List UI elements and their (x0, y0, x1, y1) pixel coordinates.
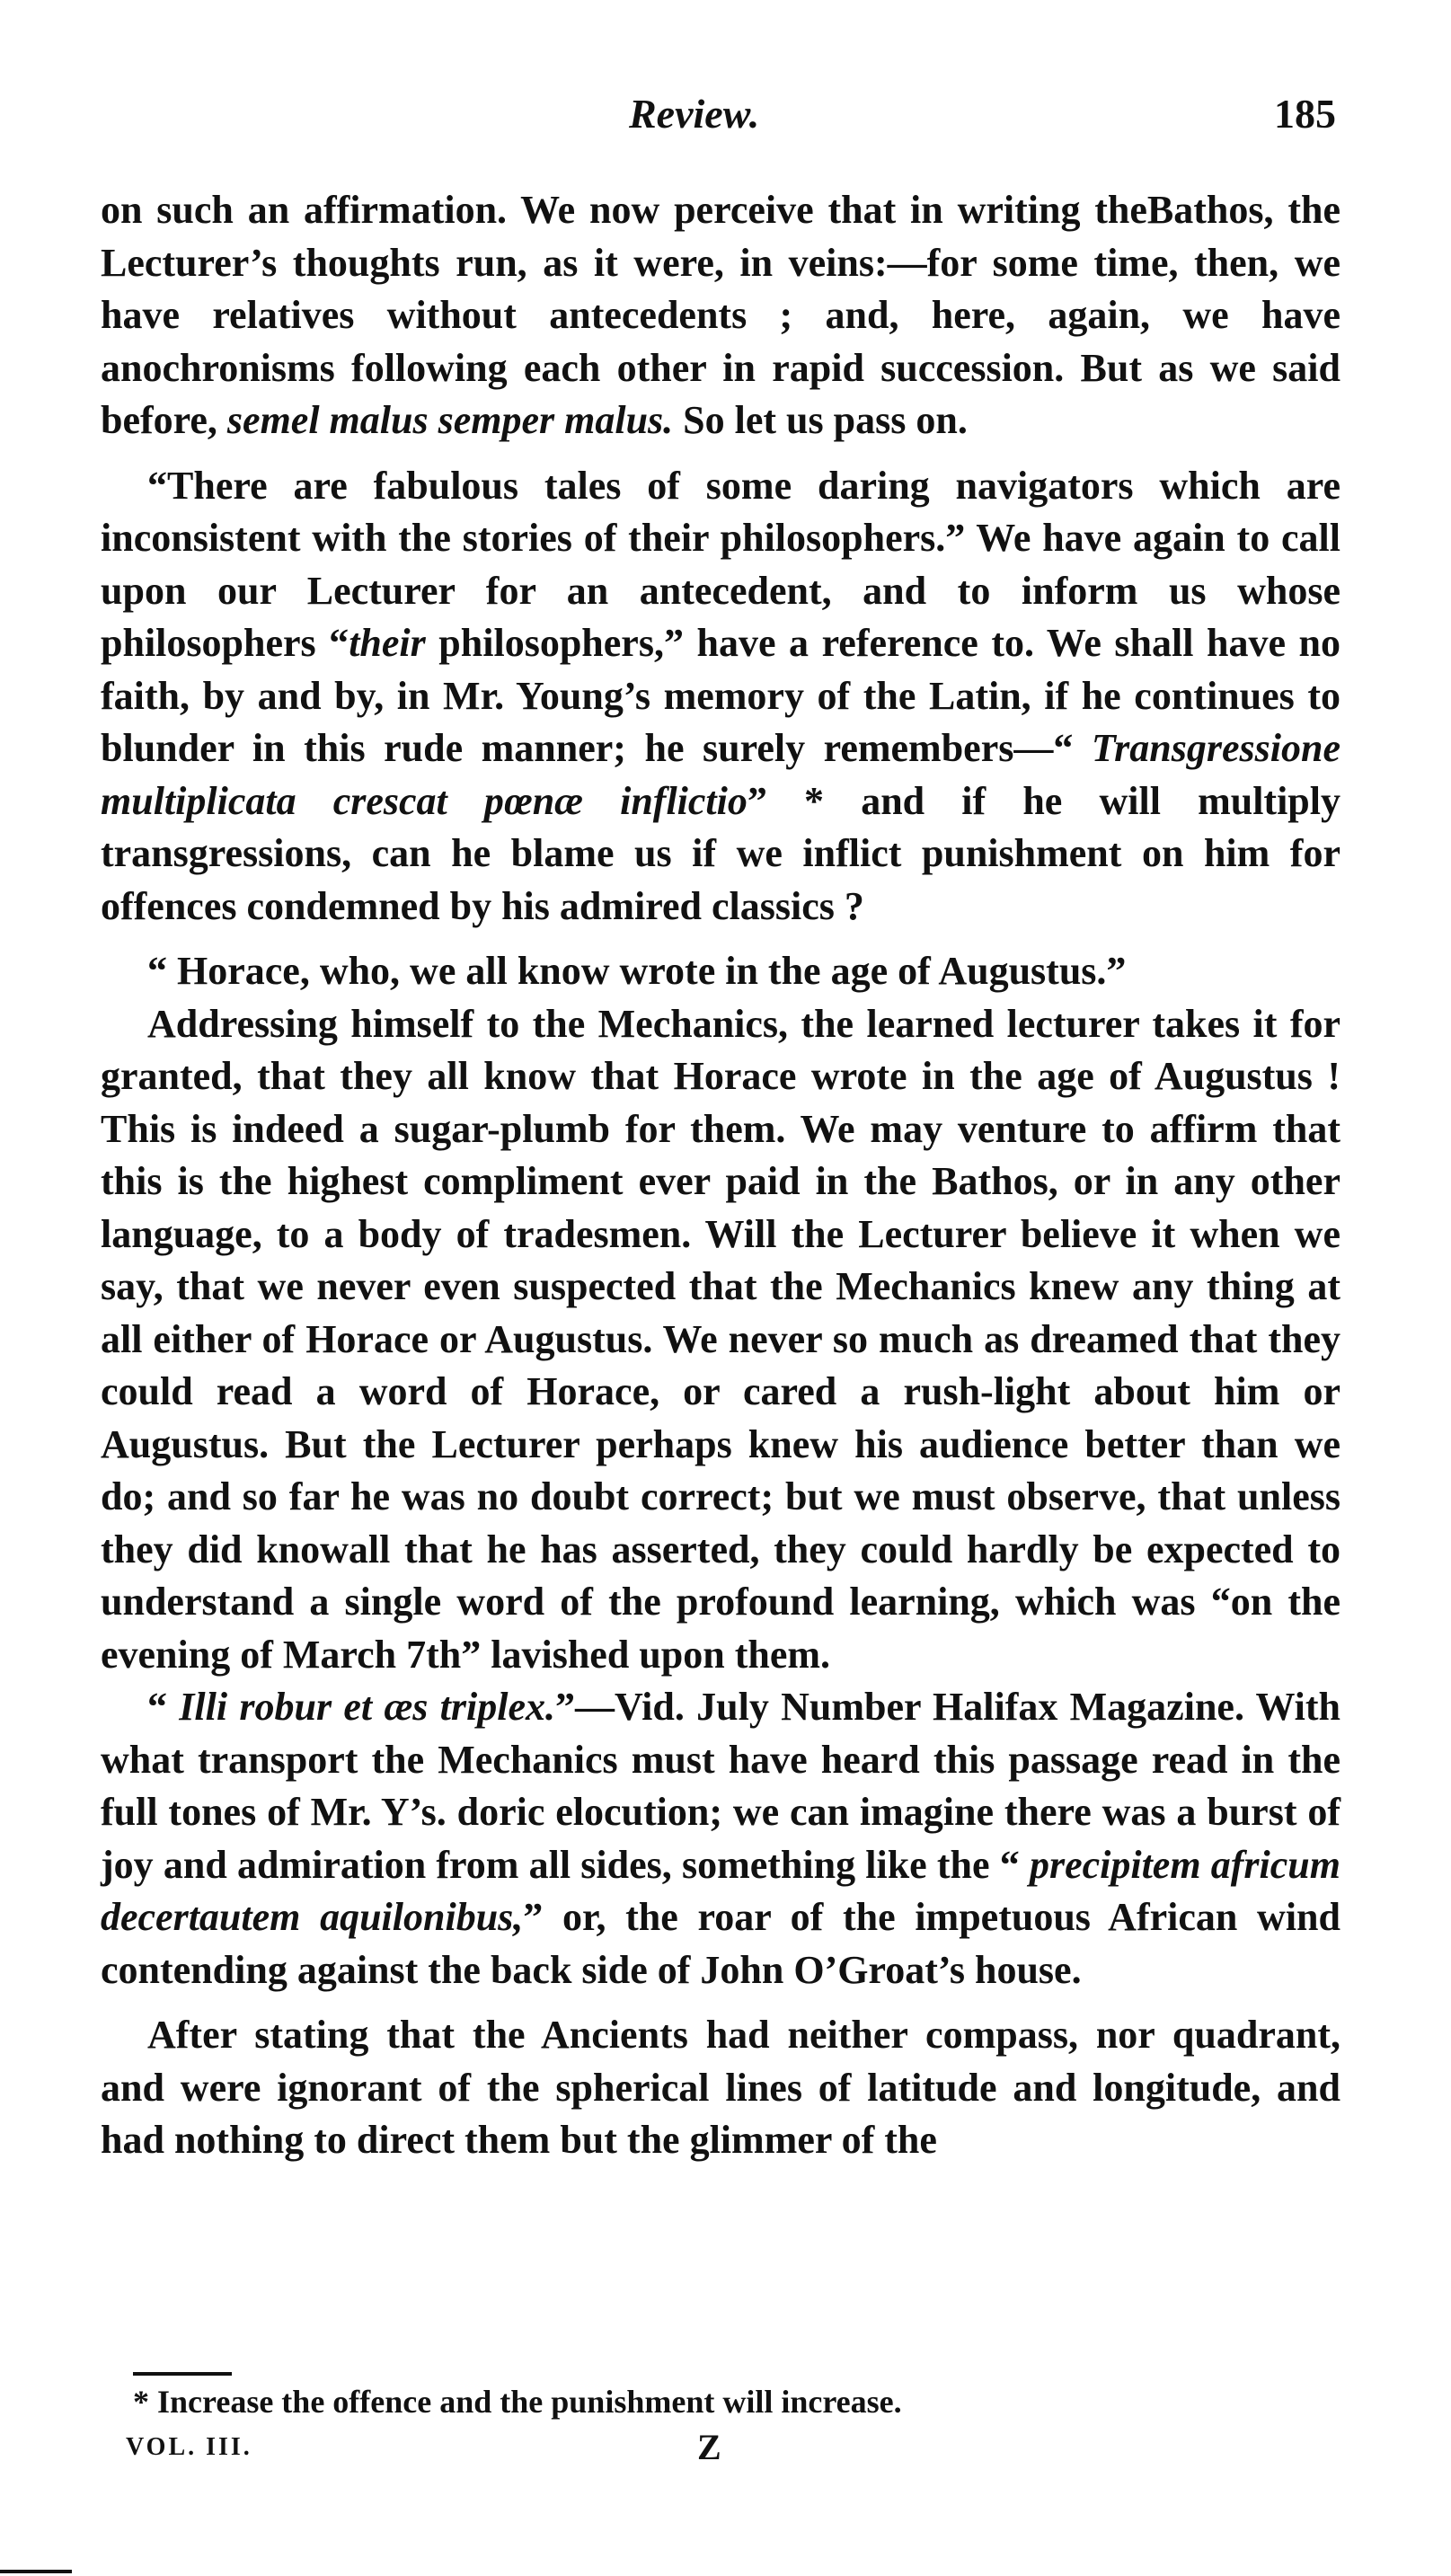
text-run: ” or, the roar of the impetuous African wind contending against the back side of John O’Groat’s house. (101, 1895, 1340, 1992)
body-text (101, 184, 1340, 2167)
running-title: Review. (629, 91, 760, 137)
text-run: ” * and if he will multiply transgressions, can he blame us if we inflict punishment on him for offences condemned by his admired classics ? (101, 778, 1340, 928)
text-run: ”—Vid. July Number Halifax Magazine. With what transport the Mechanics must have heard this passage read in the full tones of Mr. Y’s. doric elocution; we can imagine there was a burst of joy and admiration from all sides, something like the “ (101, 1685, 1340, 1887)
italic-phrase: Transgressione multiplicata crescat pœnæ inflictio (101, 726, 1340, 823)
page-edge-rule (0, 2570, 72, 2573)
italic-phrase: precipitem africum decertautem aquilonibus, (101, 1842, 1340, 1939)
text-run: “ Horace, who, we all know wrote in the age of Augustus.” (147, 949, 1127, 993)
text-run: Addressing himself to the Mechanics, the learned lecturer takes it for granted, that they all know that Horace wrote in the age of Augustus ! This is indeed a sugar-plumb for them. We may venture to affirm that this is the highest compliment ever paid in the Bathos, or in any other language, to a body of tradesmen. Will the Lecturer believe it when we say, that we never even suspected that the Mechanics knew any thing at all either of Horace or Augustus. We never so much as dreamed that they could read a word of Horace, or cared a rush-light about him or Augustus. But the Lecturer perhaps knew his audience better than we do; and so far he was no doubt correct; but we must observe, that unless they did knowall that he has asserted, they could hardly be expected to understand a single word of the profound learning, which was “on the evening of March 7th” lavished upon them. (101, 1001, 1340, 1677)
italic-phrase: semel malus semper malus. (226, 398, 674, 442)
paragraph-4 (101, 998, 1340, 1682)
running-head (0, 90, 1451, 144)
italic-phrase: their (349, 621, 426, 665)
paragraph-3 (101, 945, 1340, 998)
text-run: philosophers,” have a reference to. We shall have no faith, by and by, in Mr. Young’s memory of the Latin, if he continues to blunder in this rude manner; he surely remembers—“ (101, 621, 1340, 770)
footnote: * Increase the offence and the punishment will increase. (133, 2384, 902, 2420)
page-number: 185 (1274, 91, 1336, 137)
paragraph-5 (101, 1681, 1340, 1996)
text-run: “ (147, 1685, 180, 1729)
signature-mark: Z (697, 2427, 721, 2467)
footnote-rule (133, 2372, 232, 2376)
text-run: on such an affirmation. We now perceive that in writing theBathos, the Lecturer’s thoughts run, as it were, in veins:—for some time, then, we have relatives without antecedents ; and, here, again, we have anochronisms following each other in rapid succession. But as we said before, (101, 188, 1340, 442)
italic-phrase: Illi robur et æs triplex. (179, 1685, 555, 1729)
volume-label: VOL. III. (126, 2433, 252, 2461)
text-run: After stating that the Ancients had neither compass, nor quadrant, and were ignorant of the spherical lines of latitude and longitude, and had nothing to direct them but the glimmer of the (101, 2013, 1340, 2162)
text-run: “There are fabulous tales of some daring navigators which are inconsistent with the stories of their philosophers.” We have again to call upon our Lecturer for an antecedent, and to inform us whose philosophers “ (101, 463, 1340, 665)
paragraph-6 (101, 2009, 1340, 2167)
paragraph-2 (101, 460, 1340, 934)
paragraph-1 (101, 184, 1340, 447)
text-run: So let us pass on. (673, 398, 968, 442)
